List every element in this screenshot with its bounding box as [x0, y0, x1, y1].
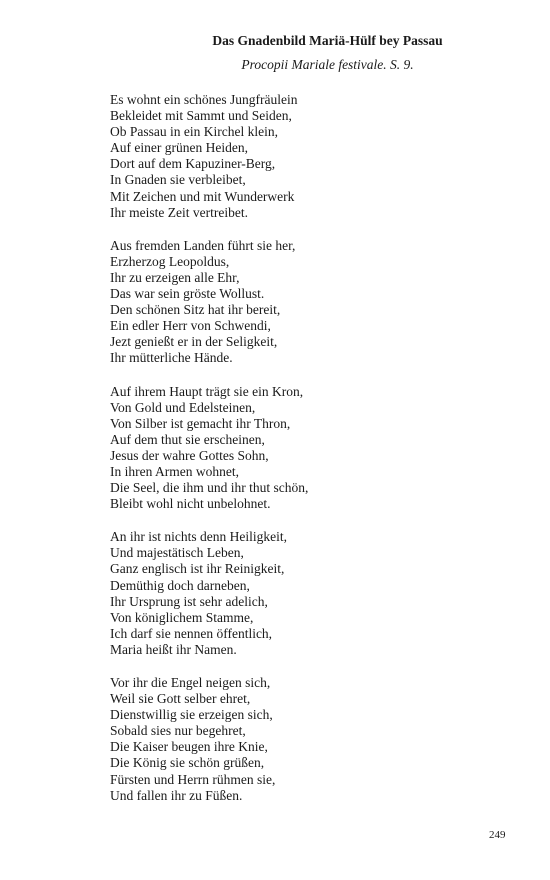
poem-line: Ihr zu erzeigen alle Ehr,: [110, 269, 240, 285]
poem-line: Aus fremden Landen führt sie her,: [110, 237, 296, 253]
poem-line: Ihr mütterliche Hände.: [110, 350, 233, 366]
poem-line: Jesus der wahre Gottes Sohn,: [110, 447, 269, 463]
poem-line: Mit Zeichen und mit Wunderwerk: [110, 188, 295, 204]
poem-line: Ob Passau in ein Kirchel klein,: [110, 124, 278, 140]
poem-line: Fürsten und Herrn rühmen sie,: [110, 771, 276, 787]
stanza-5: [110, 675, 510, 804]
poem-line: Von königlichem Stamme,: [110, 609, 254, 625]
poem-line: Die König sie schön grüßen,: [110, 755, 265, 771]
stanza-2: [110, 238, 510, 367]
poem-line: Sobald sies nur begehret,: [110, 723, 246, 739]
poem-line: Die Seel, die ihm und ihr thut schön,: [110, 480, 309, 496]
poem-line: Auf dem thut sie erscheinen,: [110, 431, 265, 447]
poem-line: In ihren Armen wohnet,: [110, 463, 239, 479]
poem-line: Bekleidet mit Sammt und Seiden,: [110, 108, 292, 124]
poem-line: An ihr ist nichts denn Heiligkeit,: [110, 529, 287, 545]
poem-line: Und majestätisch Leben,: [110, 545, 244, 561]
poem-line: Erzherzog Leopoldus,: [110, 253, 230, 269]
poem-source: Procopii Mariale festivale. S. 9.: [241, 57, 414, 72]
poem-line: Ganz englisch ist ihr Reinigkeit,: [110, 561, 285, 577]
poem-line: Jezt genießt er in der Seligkeit,: [110, 334, 278, 350]
poem-line: Dienstwillig sie erzeigen sich,: [110, 707, 273, 723]
poem-line: Ich darf sie nennen öffentlich,: [110, 625, 273, 641]
page-number: 249: [489, 829, 506, 841]
poem-line: Das war sein gröste Wollust.: [110, 286, 265, 302]
poem-line: Dort auf dem Kapuziner-Berg,: [110, 156, 276, 172]
poem-line: Von Silber ist gemacht ihr Thron,: [110, 415, 291, 431]
poem-line: Weil sie Gott selber ehret,: [110, 691, 251, 707]
poem-line: Von Gold und Edelsteinen,: [110, 399, 256, 415]
poem-line: Auf einer grünen Heiden,: [110, 140, 248, 156]
poem-line: Bleibt wohl nicht unbelohnet.: [110, 496, 271, 512]
poem-title: Das Gnadenbild Mariä-Hülf bey Passau: [212, 33, 443, 48]
stanza-4: [110, 529, 510, 658]
poem-line: Ihr meiste Zeit vertreibet.: [110, 204, 248, 220]
poem-line: Auf ihrem Haupt trägt sie ein Kron,: [110, 383, 304, 399]
poem-line: Es wohnt ein schönes Jungfräulein: [110, 92, 298, 107]
poem-line: Maria heißt ihr Namen.: [110, 641, 237, 657]
stanza-1: [110, 92, 510, 221]
poem-line: Ein edler Herr von Schwendi,: [110, 318, 271, 334]
poem-line: Den schönen Sitz hat ihr bereit,: [110, 302, 281, 318]
poem-line: In Gnaden sie verbleibet,: [110, 172, 246, 188]
poem-line: Ihr Ursprung ist sehr adelich,: [110, 593, 268, 609]
poem-line: Vor ihr die Engel neigen sich,: [110, 675, 271, 690]
poem-line: Die Kaiser beugen ihre Knie,: [110, 739, 268, 755]
poem-body: [110, 92, 510, 821]
poem-line: Demüthig doch darneben,: [110, 577, 250, 593]
stanza-3: [110, 384, 510, 513]
poem-line: Und fallen ihr zu Füßen.: [110, 787, 243, 803]
